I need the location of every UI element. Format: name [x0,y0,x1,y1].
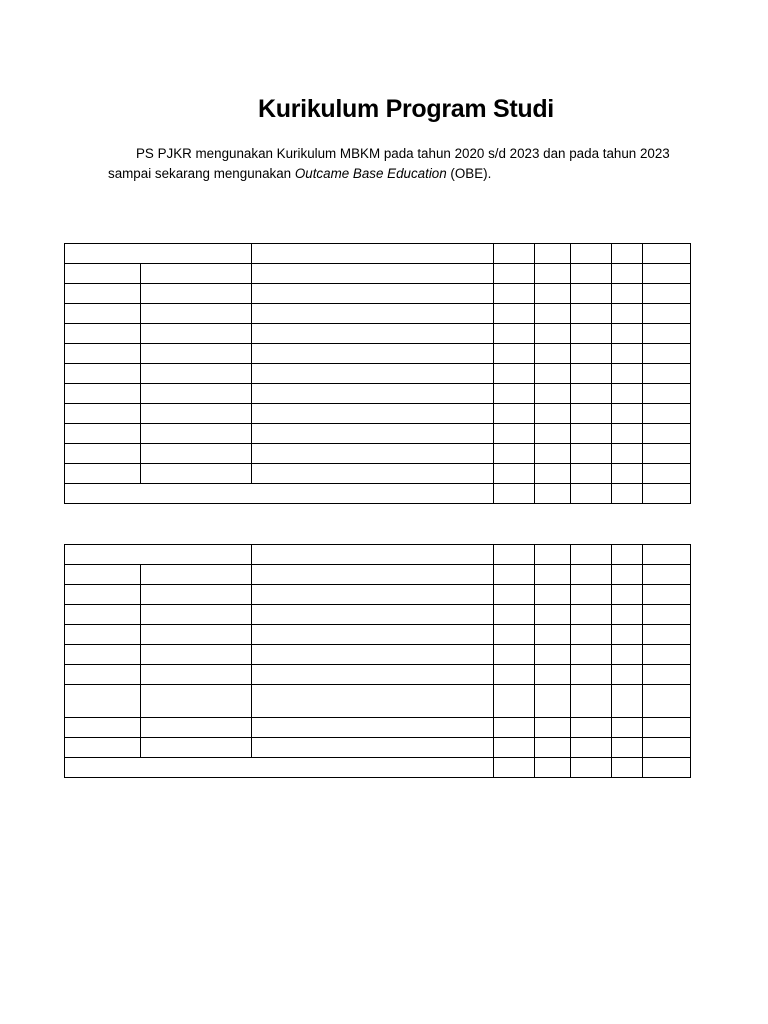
table-cell [535,384,571,404]
table-cell [252,424,494,444]
table-cell [612,384,643,404]
table-cell [141,444,252,464]
table-cell [252,625,494,645]
table-cell [535,404,571,424]
header-cell [612,244,643,264]
header-cell [571,545,612,565]
table-cell [65,718,141,738]
table-cell [65,464,141,484]
table-cell [612,364,643,384]
table-cell [535,665,571,685]
table-header-row [65,244,691,264]
table-cell [141,585,252,605]
table-cell [643,605,691,625]
total-cell [571,484,612,504]
table-cell [612,284,643,304]
table-cell [141,384,252,404]
table-cell [643,344,691,364]
table-cell [535,444,571,464]
table-cell [612,565,643,585]
table-row [65,424,691,444]
table-cell [643,404,691,424]
table-cell [252,284,494,304]
table-cell [252,645,494,665]
total-cell [612,758,643,778]
table-row [65,324,691,344]
table-cell [571,464,612,484]
table-cell [494,324,535,344]
table-cell [571,645,612,665]
table-cell [494,585,535,605]
table-cell [494,384,535,404]
table-cell [252,364,494,384]
total-label-cell [65,484,494,504]
table-cell [65,645,141,665]
table-cell [252,718,494,738]
table-cell [571,324,612,344]
table-cell [252,605,494,625]
table-cell [141,665,252,685]
table-cell [252,324,494,344]
table-cell [535,464,571,484]
table-cell [535,645,571,665]
total-cell [535,758,571,778]
table-cell [141,284,252,304]
table-row [65,444,691,464]
header-cell [535,545,571,565]
table-cell [535,324,571,344]
total-cell [535,484,571,504]
table-row [65,605,691,625]
table-row [65,625,691,645]
table-cell [571,264,612,284]
total-cell [494,758,535,778]
table-cell [643,645,691,665]
table-row [65,384,691,404]
table-row [65,364,691,384]
table-cell [643,685,691,718]
header-cell [571,244,612,264]
table-cell [494,404,535,424]
table-cell [643,718,691,738]
table-cell [643,738,691,758]
table-header-row [65,545,691,565]
table-cell [141,464,252,484]
table-cell [65,384,141,404]
table-cell [612,264,643,284]
table-cell [535,738,571,758]
table-cell [65,585,141,605]
table-cell [612,645,643,665]
table-cell [65,605,141,625]
table-cell [535,585,571,605]
table-cell [494,565,535,585]
table-row [65,304,691,324]
total-cell [612,484,643,504]
table-cell [571,404,612,424]
table-cell [141,304,252,324]
table-cell [643,625,691,645]
curriculum-table-1 [64,243,691,504]
table-cell [612,304,643,324]
table-cell [571,625,612,645]
table-cell [535,264,571,284]
table-row [65,404,691,424]
table-cell [571,384,612,404]
table-cell [141,344,252,364]
intro-paragraph [108,144,698,184]
table-cell [643,384,691,404]
table-cell [494,738,535,758]
table-cell [65,344,141,364]
intro-line-2 [108,164,698,184]
header-cell [252,244,494,264]
table-row [65,264,691,284]
table-cell [571,364,612,384]
table-cell [643,424,691,444]
header-cell [612,545,643,565]
table-cell [65,304,141,324]
table-cell [65,565,141,585]
total-label-cell [65,758,494,778]
table-cell [252,738,494,758]
table-cell [535,424,571,444]
table-total-row [65,484,691,504]
table-cell [494,685,535,718]
table-cell [65,444,141,464]
table-cell [65,404,141,424]
table-row [65,665,691,685]
table-cell [643,585,691,605]
table-cell [141,565,252,585]
table-row [65,585,691,605]
table-cell [643,264,691,284]
table-cell [494,718,535,738]
table-cell [612,444,643,464]
header-cell [643,545,691,565]
table-cell [535,685,571,718]
table-cell [252,565,494,585]
table-cell [571,444,612,464]
table-cell [141,625,252,645]
table-cell [252,264,494,284]
total-cell [571,758,612,778]
table-cell [141,424,252,444]
table-cell [571,685,612,718]
table-cell [535,284,571,304]
table-cell [65,264,141,284]
table-row [65,565,691,585]
table-cell [141,404,252,424]
header-cell [65,244,252,264]
table-row [65,344,691,364]
table-cell [252,665,494,685]
table-cell [252,404,494,424]
table-cell [612,738,643,758]
table-cell [65,324,141,344]
table-cell [494,444,535,464]
table-cell [535,718,571,738]
table-cell [612,625,643,645]
table-cell [612,605,643,625]
table-cell [643,665,691,685]
table-cell [571,738,612,758]
table-cell [571,424,612,444]
table-cell [643,284,691,304]
intro-line-2-text: sampai sekarang mengunakan [108,166,295,181]
table-cell [494,645,535,665]
table-cell [494,464,535,484]
table-cell [252,304,494,324]
table-cell [612,424,643,444]
table-cell [494,605,535,625]
table-cell [535,344,571,364]
table-cell [252,685,494,718]
table-cell [643,565,691,585]
table-cell [494,625,535,645]
table-cell [494,665,535,685]
table-cell [535,625,571,645]
total-cell [643,484,691,504]
table-cell [65,738,141,758]
header-cell [252,545,494,565]
table-cell [252,444,494,464]
table-cell [571,585,612,605]
table-cell [65,685,141,718]
table-1-body [65,244,691,504]
table-cell [494,304,535,324]
table-cell [252,585,494,605]
table-cell [141,645,252,665]
table-row [65,718,691,738]
table-cell [643,324,691,344]
table-cell [612,685,643,718]
table-cell [571,718,612,738]
header-cell [643,244,691,264]
table-cell [494,284,535,304]
header-cell [535,244,571,264]
table-cell [141,324,252,344]
table-cell [571,565,612,585]
table-cell [571,344,612,364]
curriculum-table-2 [64,544,691,778]
table-row [65,645,691,665]
table-cell [65,284,141,304]
table-cell [252,464,494,484]
table-row [65,738,691,758]
table-cell [643,364,691,384]
table-cell [571,665,612,685]
table-row [65,464,691,484]
header-cell [494,244,535,264]
table-cell [252,384,494,404]
table-cell [612,718,643,738]
table-cell [571,304,612,324]
table-cell [494,344,535,364]
total-cell [643,758,691,778]
table-total-row [65,758,691,778]
table-cell [612,665,643,685]
table-cell [141,738,252,758]
table-cell [612,464,643,484]
table-cell [141,605,252,625]
table-row [65,685,691,718]
table-cell [612,344,643,364]
table-cell [141,685,252,718]
table-cell [535,565,571,585]
table-cell [571,284,612,304]
total-cell [494,484,535,504]
intro-line-1: PS PJKR mengunakan Kurikulum MBKM pada tahun 2020 s/d 2023 dan pada tahun 2023 [136,146,670,161]
table-cell [65,364,141,384]
table-cell [612,585,643,605]
table-cell [612,324,643,344]
intro-italic-term: Outcame Base Education [294,166,447,181]
table-cell [494,264,535,284]
table-cell [252,344,494,364]
table-cell [65,424,141,444]
header-cell [65,545,252,565]
table-2-body [65,545,691,778]
page-title: Kurikulum Program Studi [258,95,554,123]
table-row [65,284,691,304]
table-cell [141,364,252,384]
table-cell [535,304,571,324]
table-cell [643,304,691,324]
table-cell [535,364,571,384]
table-cell [65,665,141,685]
table-cell [612,404,643,424]
table-cell [494,364,535,384]
table-cell [535,605,571,625]
table-cell [494,424,535,444]
table-cell [643,444,691,464]
table-cell [65,625,141,645]
table-cell [643,464,691,484]
table-cell [571,605,612,625]
table-cell [141,264,252,284]
table-cell [141,718,252,738]
intro-line-2-end: (OBE). [446,166,492,181]
header-cell [494,545,535,565]
